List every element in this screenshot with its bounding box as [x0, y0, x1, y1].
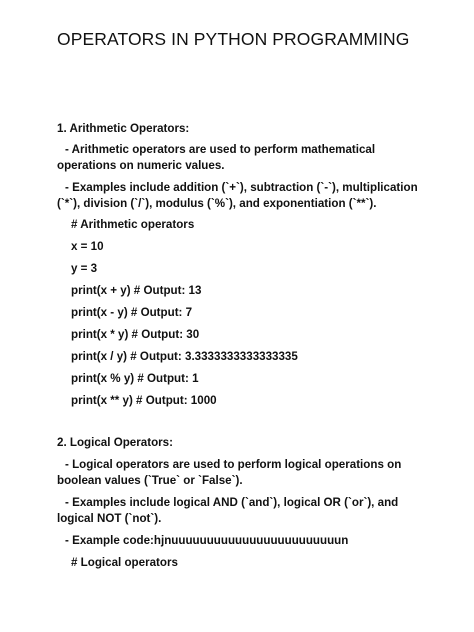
code-line: print(x - y) # Output: 7	[71, 306, 193, 319]
arithmetic-description-line-2: operations on numeric values.	[57, 159, 225, 172]
code-line: y = 3	[71, 262, 98, 275]
logical-heading: 2. Logical Operators:	[57, 436, 173, 449]
code-line: print(x * y) # Output: 30	[71, 328, 200, 341]
logical-examples-line-2: logical NOT (`not`).	[57, 512, 162, 525]
code-line: # Arithmetic operators	[71, 218, 195, 231]
arithmetic-examples-line-1: - Examples include addition (`+`), subtraction (`-`), multiplication	[65, 181, 418, 194]
code-line: print(x % y) # Output: 1	[71, 372, 199, 385]
arithmetic-heading: 1. Arithmetic Operators:	[57, 122, 190, 135]
code-line: print(x + y) # Output: 13	[71, 284, 202, 297]
arithmetic-examples-line-2: (`*`), division (`/`), modulus (`%`), and exponentiation (`**`).	[57, 197, 377, 210]
logical-description-line-2: boolean values (`True` or `False`).	[57, 474, 243, 487]
logical-code-label: - Example code:hjnuuuuuuuuuuuuuuuuuuuuuuuun	[65, 534, 349, 547]
logical-examples-line-1: - Examples include logical AND (`and`), logical OR (`or`), and	[65, 496, 399, 509]
arithmetic-description-line-1: - Arithmetic operators are used to perform mathematical	[65, 143, 376, 156]
logical-code-comment: # Logical operators	[71, 556, 178, 569]
code-line: x = 10	[71, 240, 104, 253]
code-line: print(x ** y) # Output: 1000	[71, 394, 217, 407]
code-line: print(x / y) # Output: 3.3333333333333335	[71, 350, 298, 363]
document-title: OPERATORS IN PYTHON PROGRAMMING	[57, 29, 410, 49]
logical-description-line-1: - Logical operators are used to perform logical operations on	[65, 458, 402, 471]
